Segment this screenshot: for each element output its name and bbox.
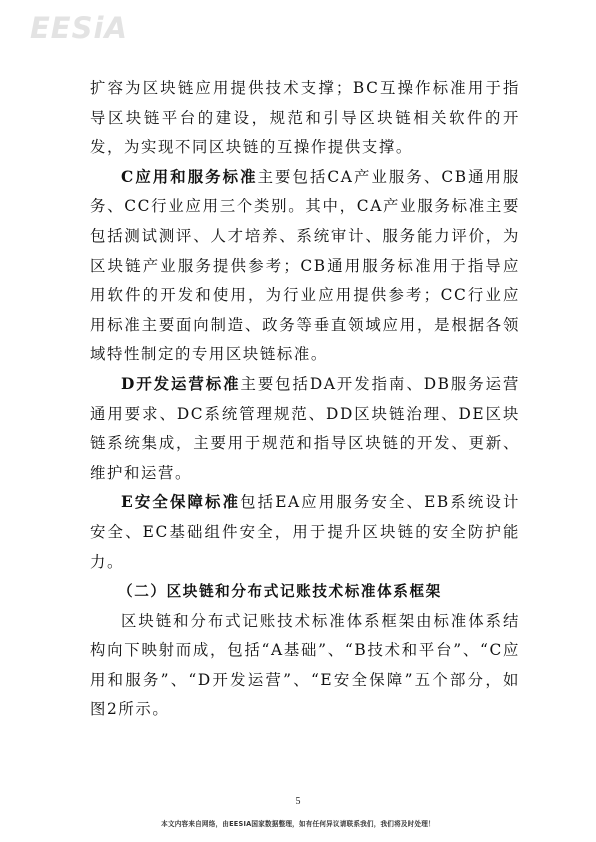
document-body <box>90 74 520 725</box>
footer-disclaimer: 本文内容来自网络，由EESIA国家数据整理，如有任何异议请联系我们，我们将及时处理！ <box>161 820 435 828</box>
paragraph-text: 包括EA应用服务安全、EB系统设计安全、EC基础组件安全，用于提升区块链的安全防护能力。 <box>90 493 520 571</box>
paragraph-framework-description: 区块链和分布式记账技术标准体系框架由标准体系结构向下映射而成，包括“A基础”、“B技术和平台”、“C应用和服务”、“D开发运营”、“E安全保障”五个部分，如图2所示。 <box>90 611 520 719</box>
paragraph-text: 主要包括DA开发指南、DB服务运营通用要求、DC系统管理规范、DD区块链治理、DE区块链系统集成，主要用于规范和指导区块链的开发、更新、维护和运营。 <box>90 374 520 482</box>
keyword-d-development-operations: D开发运营标准 <box>121 374 241 393</box>
paragraph-c-application-services <box>90 163 520 370</box>
keyword-c-application-services: C应用和服务标准 <box>121 167 258 186</box>
keyword-e-security: E安全保障标准 <box>121 493 241 512</box>
paragraph-text: 主要包括CA产业服务、CB通用服务、CC行业应用三个类别。其中，CA产业服务标准主要包括测试测评、人才培养、系统审计、服务能力评价，为区块链产业服务提供参考；CB通用服务标准用于指导应用软件的开发和使用，为行业应用提供参考；CC行业应用标准主要面向制造、政务等垂直领域应用，是根据各领域特性制定的专用区块链标准。 <box>90 167 520 364</box>
paragraph-e-security <box>90 488 520 577</box>
paragraph-bc-interop: 扩容为区块链应用提供技术支撑；BC互操作标准用于指导区块链平台的建设，规范和引导区块链相关软件的开发，为实现不同区块链的互操作提供支撑。 <box>90 79 520 157</box>
eesia-logo: EESiA <box>30 11 128 45</box>
paragraph-d-development-operations <box>90 370 520 488</box>
page-number: 5 <box>295 796 301 807</box>
section-heading: （二）区块链和分布式记账技术标准体系框架 <box>118 583 442 601</box>
